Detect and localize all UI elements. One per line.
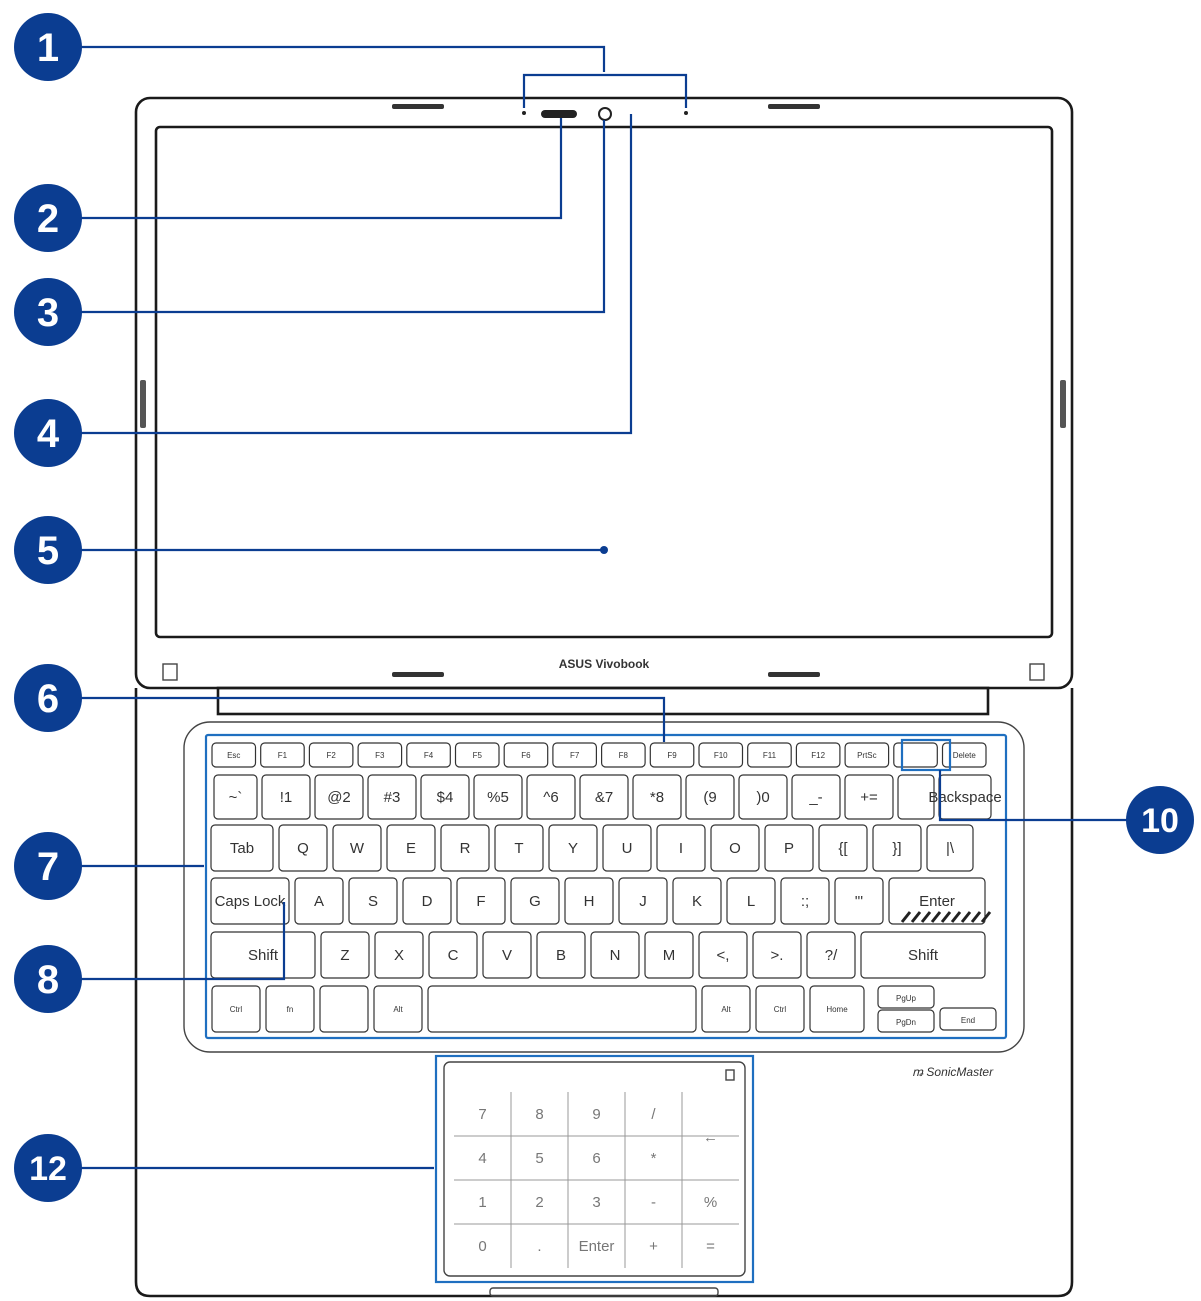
numpad-key[interactable]: 3 — [592, 1194, 601, 1211]
key[interactable] — [619, 878, 667, 924]
key[interactable] — [940, 1008, 996, 1030]
callout-2 — [14, 184, 82, 252]
key-label: F2 — [326, 751, 336, 760]
key[interactable] — [358, 743, 402, 767]
key-label: N — [609, 947, 621, 964]
numpad-key[interactable]: 2 — [535, 1194, 544, 1211]
svg-text:1: 1 — [36, 26, 60, 70]
key-label: H — [583, 893, 595, 910]
numpad-key[interactable]: 0 — [478, 1238, 487, 1255]
key-label: F12 — [811, 751, 826, 760]
key-label: J — [639, 893, 647, 910]
svg-text:5: 5 — [36, 529, 60, 573]
key-label: Caps Lock — [214, 893, 286, 910]
key[interactable] — [810, 986, 864, 1032]
key-label: Shift — [907, 947, 939, 964]
key[interactable] — [261, 743, 305, 767]
key[interactable] — [650, 743, 694, 767]
key-label: @2 — [327, 789, 351, 806]
key[interactable] — [894, 743, 938, 767]
callout-1 — [14, 13, 82, 81]
key[interactable] — [321, 932, 369, 978]
key-label: PrtSc — [857, 751, 877, 760]
key-label: Delete — [952, 751, 976, 760]
key-label: :; — [800, 893, 810, 910]
numpad-key[interactable]: 6 — [592, 1150, 601, 1167]
key-label: }] — [892, 840, 902, 857]
key-label: += — [860, 789, 878, 806]
key-label: Ctrl — [773, 1005, 787, 1014]
key-label: U — [621, 840, 633, 857]
key-label: B — [555, 947, 567, 964]
key[interactable] — [456, 743, 500, 767]
key-label: F10 — [713, 751, 728, 760]
callout-6 — [14, 664, 82, 732]
microphone-right — [684, 111, 688, 115]
key[interactable] — [835, 878, 883, 924]
key-label: O — [729, 840, 741, 857]
key[interactable] — [349, 878, 397, 924]
key-label: Backspace — [928, 789, 1002, 806]
key-label: fn — [286, 1005, 294, 1014]
key[interactable] — [212, 986, 260, 1032]
key-label: ^6 — [543, 789, 559, 806]
key-label: M — [662, 947, 676, 964]
key-label: #3 — [383, 789, 401, 806]
hinge-bar — [218, 688, 988, 714]
key[interactable] — [549, 825, 597, 871]
key-label: F7 — [569, 751, 580, 760]
numpad-key[interactable]: 5 — [535, 1150, 544, 1167]
ir-camera-sensor — [541, 110, 577, 118]
key-label: D — [421, 893, 433, 910]
key[interactable] — [511, 878, 559, 924]
key-label: Shift — [247, 947, 279, 964]
key-label: F5 — [472, 751, 482, 760]
callout-3 — [14, 278, 82, 346]
svg-text:6: 6 — [36, 677, 60, 721]
key[interactable] — [504, 743, 548, 767]
key[interactable] — [211, 878, 289, 924]
key-label: &7 — [594, 789, 614, 806]
svg-text:10: 10 — [1141, 802, 1179, 840]
key[interactable] — [686, 775, 734, 819]
numpad-toggle-icon[interactable] — [726, 1070, 734, 1080]
camera-module — [522, 108, 688, 120]
key[interactable] — [792, 775, 840, 819]
key-label: F11 — [762, 751, 777, 760]
key[interactable] — [673, 878, 721, 924]
key[interactable] — [320, 986, 368, 1032]
key[interactable] — [781, 878, 829, 924]
key-label: Alt — [721, 1005, 731, 1014]
key[interactable] — [212, 743, 256, 767]
callout-8 — [14, 945, 82, 1013]
callout-5 — [14, 516, 82, 584]
key-label: F9 — [667, 751, 677, 760]
svg-text:12: 12 — [29, 1150, 67, 1188]
key-label: G — [529, 893, 541, 910]
key[interactable] — [657, 825, 705, 871]
key-label: Y — [567, 840, 579, 857]
numpad-key[interactable]: 4 — [478, 1150, 487, 1167]
key-label: R — [459, 840, 471, 857]
key-label: Z — [340, 947, 350, 964]
key[interactable] — [374, 986, 422, 1032]
key[interactable] — [211, 932, 315, 978]
key-label: X — [393, 947, 405, 964]
key[interactable] — [739, 775, 787, 819]
key[interactable] — [878, 986, 934, 1008]
key-label: Enter — [919, 893, 955, 910]
keyboard — [211, 743, 1002, 1032]
numpad-backspace[interactable]: ← — [703, 1129, 718, 1146]
key[interactable] — [266, 986, 314, 1032]
key[interactable] — [483, 932, 531, 978]
key[interactable] — [527, 775, 575, 819]
key[interactable] — [591, 932, 639, 978]
key-label: %5 — [487, 789, 509, 806]
key[interactable] — [474, 775, 522, 819]
key[interactable] — [211, 825, 273, 871]
key[interactable] — [633, 775, 681, 819]
key[interactable] — [602, 743, 646, 767]
key-label: Ctrl — [229, 1005, 243, 1014]
key[interactable] — [753, 932, 801, 978]
numpad-key[interactable]: - — [651, 1194, 656, 1211]
key-label: W — [349, 840, 365, 857]
key[interactable] — [429, 932, 477, 978]
key[interactable] — [645, 932, 693, 978]
key-label: Home — [826, 1005, 848, 1014]
key[interactable] — [262, 775, 310, 819]
key-label: End — [960, 1016, 976, 1025]
key[interactable] — [403, 878, 451, 924]
key-label: I — [678, 840, 684, 857]
key[interactable] — [495, 825, 543, 871]
callout-7 — [14, 832, 82, 900]
key[interactable] — [699, 743, 743, 767]
key-label: F1 — [277, 751, 288, 760]
svg-text:4: 4 — [36, 412, 60, 456]
key-label: F6 — [521, 751, 531, 760]
key-label: )0 — [756, 789, 770, 806]
key-label: F3 — [375, 751, 385, 760]
key[interactable] — [565, 878, 613, 924]
key-label: Alt — [393, 1005, 403, 1014]
key[interactable] — [873, 825, 921, 871]
key-label: P — [783, 840, 795, 857]
key-label: PgUp — [895, 994, 917, 1003]
numpad-key[interactable]: 9 — [592, 1106, 601, 1123]
key-label: !1 — [279, 789, 293, 806]
key[interactable] — [748, 743, 792, 767]
numpad-key[interactable]: % — [703, 1194, 718, 1211]
numpad-key[interactable]: 8 — [535, 1106, 544, 1123]
key-label: >. — [770, 947, 784, 964]
microphone-left — [522, 111, 526, 115]
numpad-key[interactable]: . — [537, 1238, 542, 1255]
numpad-key[interactable]: 7 — [478, 1106, 487, 1123]
numpad-key[interactable]: * — [650, 1150, 657, 1167]
key-label: T — [514, 840, 524, 857]
key[interactable] — [537, 932, 585, 978]
key[interactable] — [765, 825, 813, 871]
callout-4 — [14, 399, 82, 467]
key-label: S — [367, 893, 379, 910]
brand-logo: ASUS Vivobook — [558, 657, 650, 671]
key[interactable] — [368, 775, 416, 819]
numpad-key[interactable]: 1 — [478, 1194, 487, 1211]
key-label: F8 — [618, 751, 629, 760]
key[interactable] — [441, 825, 489, 871]
key[interactable] — [428, 986, 696, 1032]
key[interactable] — [580, 775, 628, 819]
callout-10 — [1126, 786, 1194, 854]
numpad-key[interactable]: = — [706, 1238, 715, 1255]
key-label: {[ — [838, 840, 848, 857]
key[interactable] — [553, 743, 597, 767]
key[interactable] — [279, 825, 327, 871]
key-label: V — [501, 947, 513, 964]
key[interactable] — [295, 878, 343, 924]
key[interactable] — [603, 825, 651, 871]
key[interactable] — [315, 775, 363, 819]
numpad-key[interactable]: + — [649, 1238, 658, 1255]
key-label: <, — [716, 947, 730, 964]
key[interactable] — [845, 743, 889, 767]
key[interactable] — [861, 932, 985, 978]
key[interactable] — [807, 932, 855, 978]
key[interactable] — [727, 878, 775, 924]
key[interactable] — [214, 775, 257, 819]
key-label: Tab — [229, 840, 255, 857]
numpad-key[interactable]: / — [651, 1106, 656, 1123]
key-label: _- — [809, 789, 823, 806]
key[interactable] — [796, 743, 840, 767]
key[interactable] — [878, 1010, 934, 1032]
key-label: Esc — [227, 751, 241, 760]
key-label: PgDn — [895, 1018, 917, 1027]
key-label: L — [746, 893, 756, 910]
key-label: (9 — [703, 789, 717, 806]
key-label: F — [476, 893, 486, 910]
key[interactable] — [711, 825, 759, 871]
key[interactable] — [387, 825, 435, 871]
key-label: Q — [297, 840, 309, 857]
key-label: *8 — [649, 789, 665, 806]
key[interactable] — [699, 932, 747, 978]
key[interactable] — [333, 825, 381, 871]
key-label: C — [447, 947, 459, 964]
key-label: ~` — [228, 789, 243, 806]
key[interactable] — [927, 825, 973, 871]
key[interactable] — [756, 986, 804, 1032]
svg-text:8: 8 — [36, 958, 60, 1002]
key-label: E — [405, 840, 417, 857]
key-label: K — [691, 893, 703, 910]
sonicmaster-logo: ꬺ SonicMaster — [912, 1065, 994, 1079]
key-label: "' — [854, 893, 864, 910]
numpad-key[interactable]: Enter — [578, 1238, 615, 1255]
key-label: ?/ — [824, 947, 838, 964]
key-label: A — [313, 893, 325, 910]
key-label: $4 — [436, 789, 454, 806]
key[interactable] — [845, 775, 893, 819]
key[interactable] — [375, 932, 423, 978]
touchpad — [436, 1056, 753, 1282]
callout-12 — [14, 1134, 82, 1202]
key[interactable] — [702, 986, 750, 1032]
key[interactable] — [819, 825, 867, 871]
key-label: |\ — [945, 840, 955, 857]
key[interactable] — [421, 775, 469, 819]
svg-text:7: 7 — [36, 845, 60, 889]
key[interactable] — [309, 743, 353, 767]
key[interactable] — [407, 743, 451, 767]
camera-lens — [599, 108, 611, 120]
key[interactable] — [457, 878, 505, 924]
svg-text:2: 2 — [36, 197, 60, 241]
svg-text:3: 3 — [36, 291, 60, 335]
key-label: F4 — [423, 751, 434, 760]
